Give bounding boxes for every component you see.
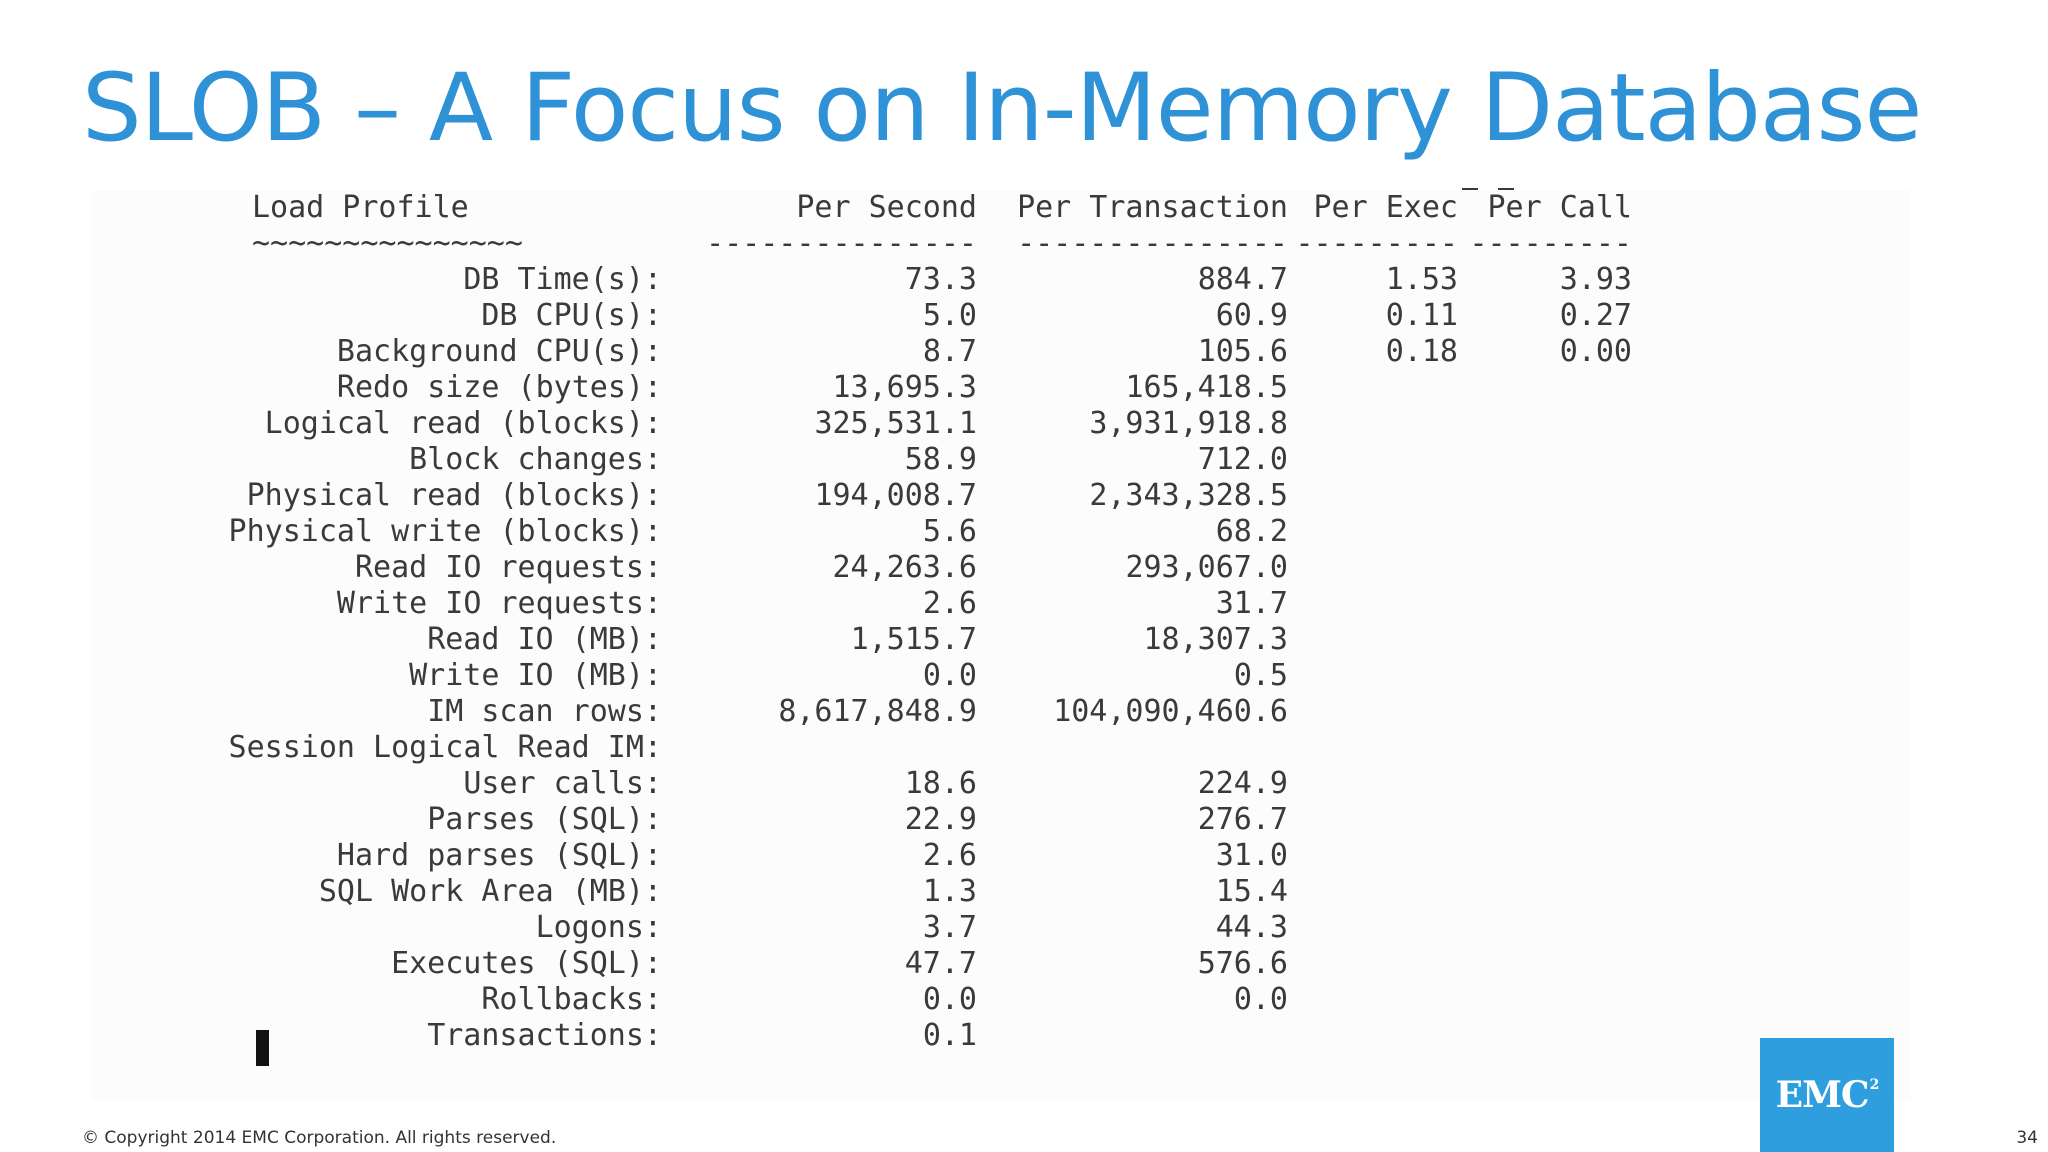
separator-per-exec: --------- xyxy=(1295,226,1458,261)
value-per-second: 13,695.3 xyxy=(832,370,977,405)
table-row xyxy=(92,766,1910,802)
value-per-exec: 0.11 xyxy=(1385,298,1458,333)
value-per-transaction: 15.4 xyxy=(1215,874,1288,909)
value-per-transaction: 68.2 xyxy=(1215,514,1288,549)
table-row xyxy=(92,802,1910,838)
value-per-transaction: 224.9 xyxy=(1197,766,1288,801)
value-per-second: 73.3 xyxy=(904,262,977,297)
value-per-second: 1.3 xyxy=(922,874,977,909)
table-row xyxy=(92,874,1910,910)
value-per-second: 58.9 xyxy=(904,442,977,477)
value-per-transaction: 0.0 xyxy=(1233,982,1288,1017)
separator-per-call: --------- xyxy=(1469,226,1632,261)
value-per-transaction: 31.7 xyxy=(1215,586,1288,621)
table-row xyxy=(92,262,1910,298)
value-per-second: 22.9 xyxy=(904,802,977,837)
table-row xyxy=(92,514,1910,550)
metric-label: SQL Work Area (MB): xyxy=(318,874,662,909)
metric-label: Logons: xyxy=(535,910,662,945)
terminal-cursor xyxy=(256,1030,269,1066)
value-per-transaction: 105.6 xyxy=(1197,334,1288,369)
metric-label: Read IO requests: xyxy=(354,550,662,585)
metric-label: Parses (SQL): xyxy=(427,802,662,837)
value-per-transaction: 18,307.3 xyxy=(1143,622,1288,657)
table-row xyxy=(92,586,1910,622)
value-per-transaction: 31.0 xyxy=(1215,838,1288,873)
value-per-second: 24,263.6 xyxy=(832,550,977,585)
metric-label: DB Time(s): xyxy=(463,262,662,297)
terminal-screenshot xyxy=(92,190,1910,1100)
value-per-second: 325,531.1 xyxy=(814,406,977,441)
page-number: 34 xyxy=(2016,1128,2038,1148)
load-profile-report xyxy=(92,190,1910,1100)
metric-label: Rollbacks: xyxy=(481,982,662,1017)
value-per-transaction: 576.6 xyxy=(1197,946,1288,981)
header-per-exec: Per Exec xyxy=(1313,190,1458,225)
metric-label: DB CPU(s): xyxy=(481,298,662,333)
table-row xyxy=(92,910,1910,946)
value-per-second: 5.0 xyxy=(922,298,977,333)
value-per-second: 3.7 xyxy=(922,910,977,945)
metric-label: Executes (SQL): xyxy=(391,946,662,981)
value-per-second: 47.7 xyxy=(904,946,977,981)
header-per-second: Per Second xyxy=(796,190,977,225)
report-header-row xyxy=(92,190,1910,226)
value-per-exec: 0.18 xyxy=(1385,334,1458,369)
table-row xyxy=(92,838,1910,874)
header-per-call: Per Call xyxy=(1487,190,1632,225)
underscore-mark xyxy=(1462,188,1478,190)
value-per-call: 3.93 xyxy=(1559,262,1632,297)
value-per-second: 0.1 xyxy=(922,1018,977,1053)
logo-superscript: 2 xyxy=(1869,1077,1879,1093)
table-row xyxy=(92,370,1910,406)
table-row xyxy=(92,946,1910,982)
value-per-second: 8,617,848.9 xyxy=(778,694,977,729)
value-per-second: 18.6 xyxy=(904,766,977,801)
value-per-transaction: 884.7 xyxy=(1197,262,1288,297)
separator-per-transaction: --------------- xyxy=(1017,226,1288,261)
value-per-second: 0.0 xyxy=(922,658,977,693)
value-per-exec: 1.53 xyxy=(1385,262,1458,297)
metric-label: Write IO requests: xyxy=(336,586,662,621)
metric-label: Session Logical Read IM: xyxy=(228,730,662,765)
copyright-notice: © Copyright 2014 EMC Corporation. All rights reserved. xyxy=(82,1128,557,1148)
separator-per-second: --------------- xyxy=(706,226,977,261)
value-per-second: 2.6 xyxy=(922,838,977,873)
value-per-transaction: 3,931,918.8 xyxy=(1089,406,1288,441)
metric-label: Background CPU(s): xyxy=(336,334,662,369)
metric-label: Read IO (MB): xyxy=(427,622,662,657)
metric-label: Hard parses (SQL): xyxy=(336,838,662,873)
table-row xyxy=(92,334,1910,370)
value-per-call: 0.00 xyxy=(1559,334,1632,369)
report-separator-row xyxy=(92,226,1910,262)
metric-label: Logical read (blocks): xyxy=(264,406,662,441)
table-row xyxy=(92,550,1910,586)
table-row xyxy=(92,298,1910,334)
table-row xyxy=(92,730,1910,766)
metric-label: Redo size (bytes): xyxy=(336,370,662,405)
metric-label: IM scan rows: xyxy=(427,694,662,729)
table-row xyxy=(92,1018,1910,1054)
value-per-second: 8.7 xyxy=(922,334,977,369)
metric-label: Block changes: xyxy=(409,442,662,477)
value-per-transaction: 104,090,460.6 xyxy=(1053,694,1288,729)
value-per-transaction: 44.3 xyxy=(1215,910,1288,945)
value-per-second: 5.6 xyxy=(922,514,977,549)
emc-logo xyxy=(1760,1038,1894,1152)
table-row xyxy=(92,406,1910,442)
table-row xyxy=(92,622,1910,658)
table-row xyxy=(92,478,1910,514)
value-per-transaction: 293,067.0 xyxy=(1125,550,1288,585)
value-per-transaction: 60.9 xyxy=(1215,298,1288,333)
value-per-transaction: 712.0 xyxy=(1197,442,1288,477)
metric-label: User calls: xyxy=(463,766,662,801)
value-per-second: 0.0 xyxy=(922,982,977,1017)
emc-logo-text xyxy=(1776,1074,1879,1116)
metric-label: Physical read (blocks): xyxy=(246,478,662,513)
value-per-second: 2.6 xyxy=(922,586,977,621)
slide-title: SLOB – A Focus on In-Memory Database xyxy=(82,54,1922,163)
table-row xyxy=(92,658,1910,694)
value-per-transaction: 276.7 xyxy=(1197,802,1288,837)
metric-label: Physical write (blocks): xyxy=(228,514,662,549)
value-per-transaction: 165,418.5 xyxy=(1125,370,1288,405)
metric-label: Transactions: xyxy=(427,1018,662,1053)
value-per-second: 194,008.7 xyxy=(814,478,977,513)
table-row xyxy=(92,694,1910,730)
value-per-transaction: 2,343,328.5 xyxy=(1089,478,1288,513)
logo-word: EMC xyxy=(1775,1074,1869,1116)
header-per-transaction: Per Transaction xyxy=(1017,190,1288,225)
separator-label: ~~~~~~~~~~~~~~~ xyxy=(252,226,523,261)
table-row xyxy=(92,442,1910,478)
header-load-profile: Load Profile xyxy=(252,190,469,225)
underscore-mark xyxy=(1498,188,1514,190)
value-per-second: 1,515.7 xyxy=(850,622,977,657)
value-per-transaction: 0.5 xyxy=(1233,658,1288,693)
table-row xyxy=(92,982,1910,1018)
metric-label: Write IO (MB): xyxy=(409,658,662,693)
value-per-call: 0.27 xyxy=(1559,298,1632,333)
